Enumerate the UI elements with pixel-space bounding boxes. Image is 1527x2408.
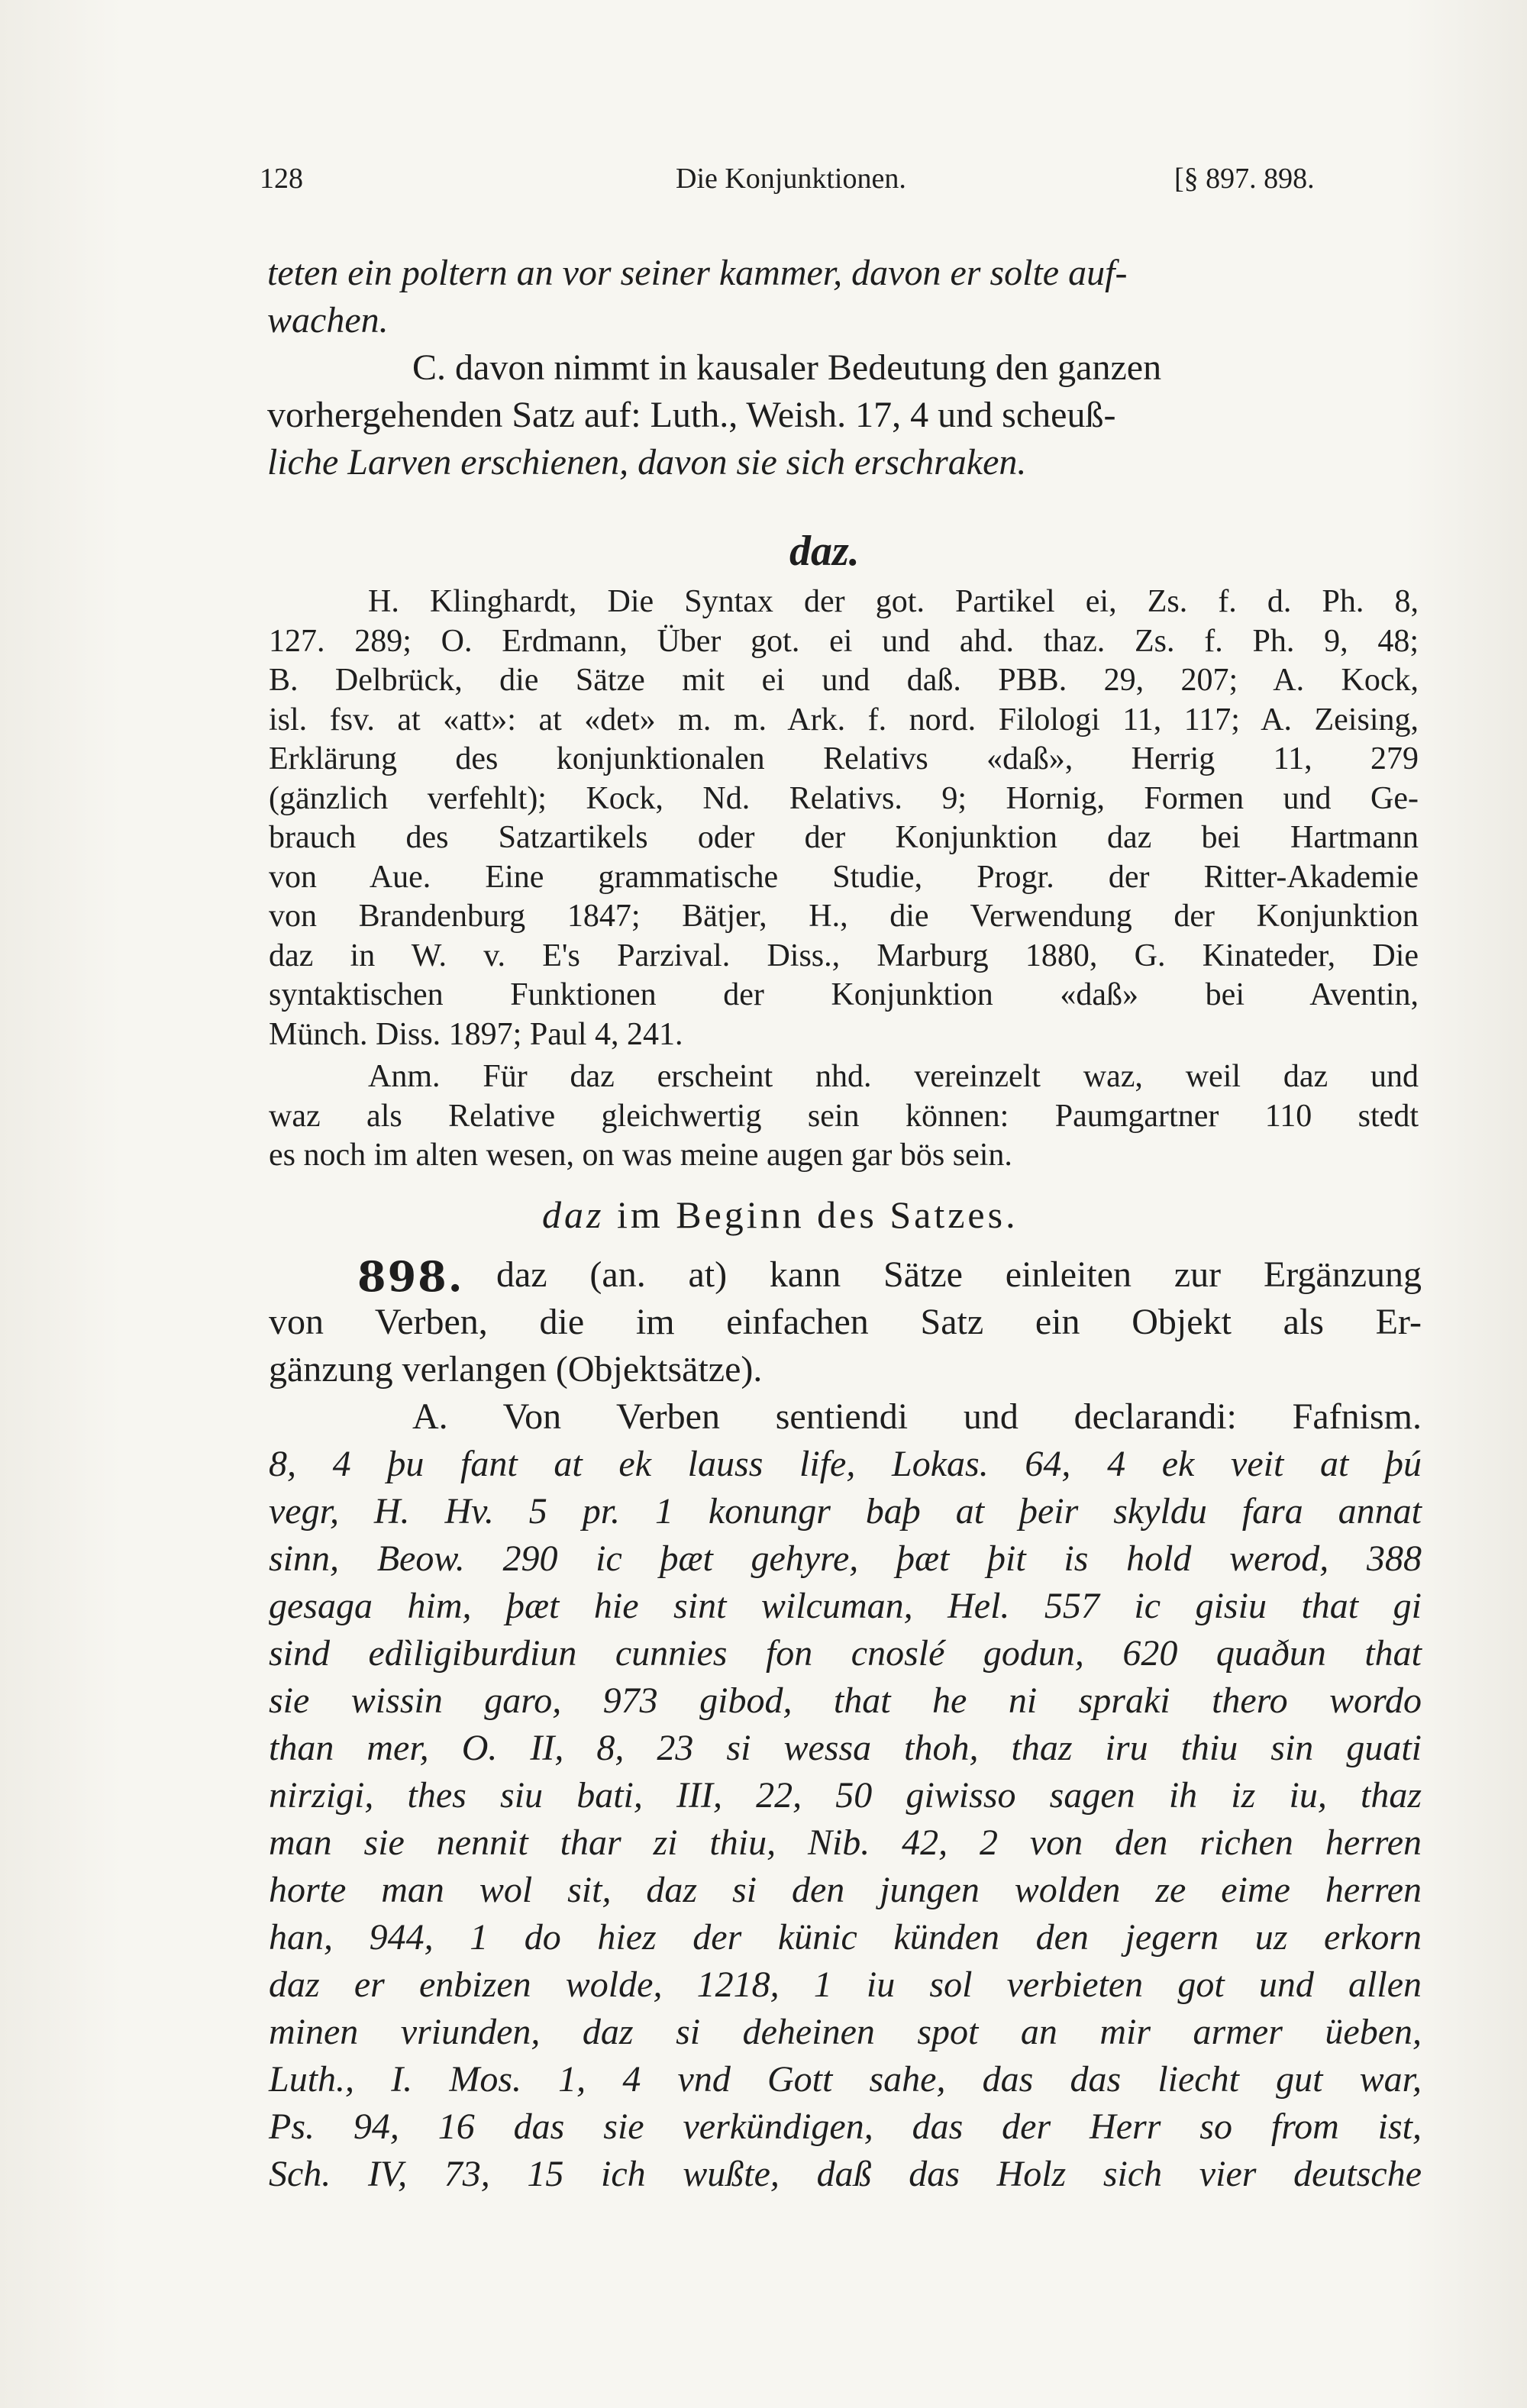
text-line: Sch. IV, 73, 15 ich wußte, daß das Holz sich vier deutsche [269, 2154, 1422, 2194]
section-heading-daz: daz. [789, 528, 860, 575]
text-line: daz in W. v. E's Parzival. Diss., Marburg 1880, G. Kinateder, Die [269, 938, 1419, 973]
text-line: sinn, Beow. 290 ic þæt gehyre, þæt þit is hold werod, 388 [269, 1538, 1422, 1579]
subsection-heading [542, 1193, 1019, 1237]
text-line: nirzigi, thes siu bati, III, 22, 50 giwisso sagen ih iz iu, thaz [269, 1775, 1422, 1816]
text-line: es noch im alten wesen, on was meine augen gar bös sein. [269, 1138, 1012, 1173]
page-number: 128 [260, 163, 303, 195]
section-reference: [§ 897. 898. [1174, 163, 1315, 195]
text-line: Münch. Diss. 1897; Paul 4, 241. [269, 1016, 683, 1052]
text-line: liche Larven erschienen, davon sie sich erschraken. [267, 442, 1027, 483]
text-line: 8, 4 þu fant at ek lauss life, Lokas. 64, 4 ek veit at þú [269, 1444, 1422, 1484]
text-line: Anm. Für daz erscheint nhd. vereinzelt waz, weil daz und [368, 1059, 1419, 1094]
text-line: man sie nennit thar zi thiu, Nib. 42, 2 von den richen herren [269, 1822, 1422, 1863]
text-line: sind edìligiburdiun cunnies fon cnoslé godun, 620 quaðun that [269, 1633, 1422, 1674]
text-line: Erklärung des konjunktionalen Relativs «daß», Herrig 11, 279 [269, 741, 1419, 776]
text-line: Ps. 94, 16 das sie verkündigen, das der Herr so from ist, [269, 2106, 1422, 2147]
heading-daz: daz [542, 1193, 605, 1236]
text-line: von Brandenburg 1847; Bätjer, H., die Verwendung der Konjunktion [269, 899, 1419, 934]
text-line: vorhergehenden Satz auf: Luth., Weish. 17, 4 und scheuß- [267, 395, 1116, 435]
text-line: daz (an. at) kann Sätze einleiten zur Ergänzung [496, 1254, 1422, 1295]
text-line: H. Klinghardt, Die Syntax der got. Partikel ei, Zs. f. d. Ph. 8, [368, 584, 1419, 619]
text-line: Luth., I. Mos. 1, 4 vnd Gott sahe, das das liecht gut war, [269, 2059, 1422, 2100]
text-line: than mer, O. II, 8, 23 si wessa thoh, thaz iru thiu sin guati [269, 1728, 1422, 1768]
text-line: vegr, H. Hv. 5 pr. 1 konungr baþ at þeir skyldu fara annat [269, 1491, 1422, 1532]
text-line: 127. 289; O. Erdmann, Über got. ei und ahd. thaz. Zs. f. Ph. 9, 48; [269, 623, 1419, 659]
paragraph-number: 898. [357, 1252, 464, 1301]
text-line: teten ein poltern an vor seiner kammer, davon er solte auf- [267, 253, 1128, 293]
text-line: daz er enbizen wolde, 1218, 1 iu sol verbieten got und allen [269, 1964, 1422, 2005]
text-line: waz als Relative gleichwertig sein können: Paumgartner 110 stedt [269, 1098, 1419, 1134]
text-line: von Verben, die im einfachen Satz ein Objekt als Er- [269, 1302, 1422, 1342]
text-line: von Aue. Eine grammatische Studie, Progr. der Ritter-Akademie [269, 859, 1419, 895]
text-line: B. Delbrück, die Sätze mit ei und daß. PBB. 29, 207; A. Kock, [269, 663, 1419, 698]
text-line: isl. fsv. at «att»: at «det» m. m. Ark. f. nord. Filologi 11, 117; A. Zeising, [269, 702, 1419, 738]
text-line: syntaktischen Funktionen der Konjunktion «daß» bei Aventin, [269, 977, 1419, 1012]
text-line: C. davon nimmt in kausaler Bedeutung den ganzen [412, 347, 1162, 388]
text-line: sie wissin garo, 973 gibod, that he ni spraki thero wordo [269, 1680, 1422, 1721]
text-line: (gänzlich verfehlt); Kock, Nd. Relativs. 9; Hornig, Formen und Ge- [269, 780, 1419, 816]
text-line: gesaga him, þæt hie sint wilcuman, Hel. 557 ic gisiu that gi [269, 1586, 1422, 1626]
text-line: han, 944, 1 do hiez der künic künden den jegern uz erkorn [269, 1917, 1422, 1958]
text-line: A. Von Verben sentiendi und declarandi: Fafnism. [412, 1396, 1422, 1437]
text-line: brauch des Satzartikels oder der Konjunktion daz bei Hartmann [269, 820, 1419, 855]
running-title: Die Konjunktionen. [676, 163, 906, 195]
text-line: gänzung verlangen (Objektsätze). [269, 1349, 763, 1390]
heading-rest: im Beginn des Satzes. [604, 1193, 1019, 1236]
text-line: wachen. [267, 300, 389, 341]
text-line: horte man wol sit, daz si den jungen wolden ze eime herren [269, 1870, 1422, 1910]
text-line: minen vriunden, daz si deheinen spot an mir armer üeben, [269, 2012, 1422, 2052]
